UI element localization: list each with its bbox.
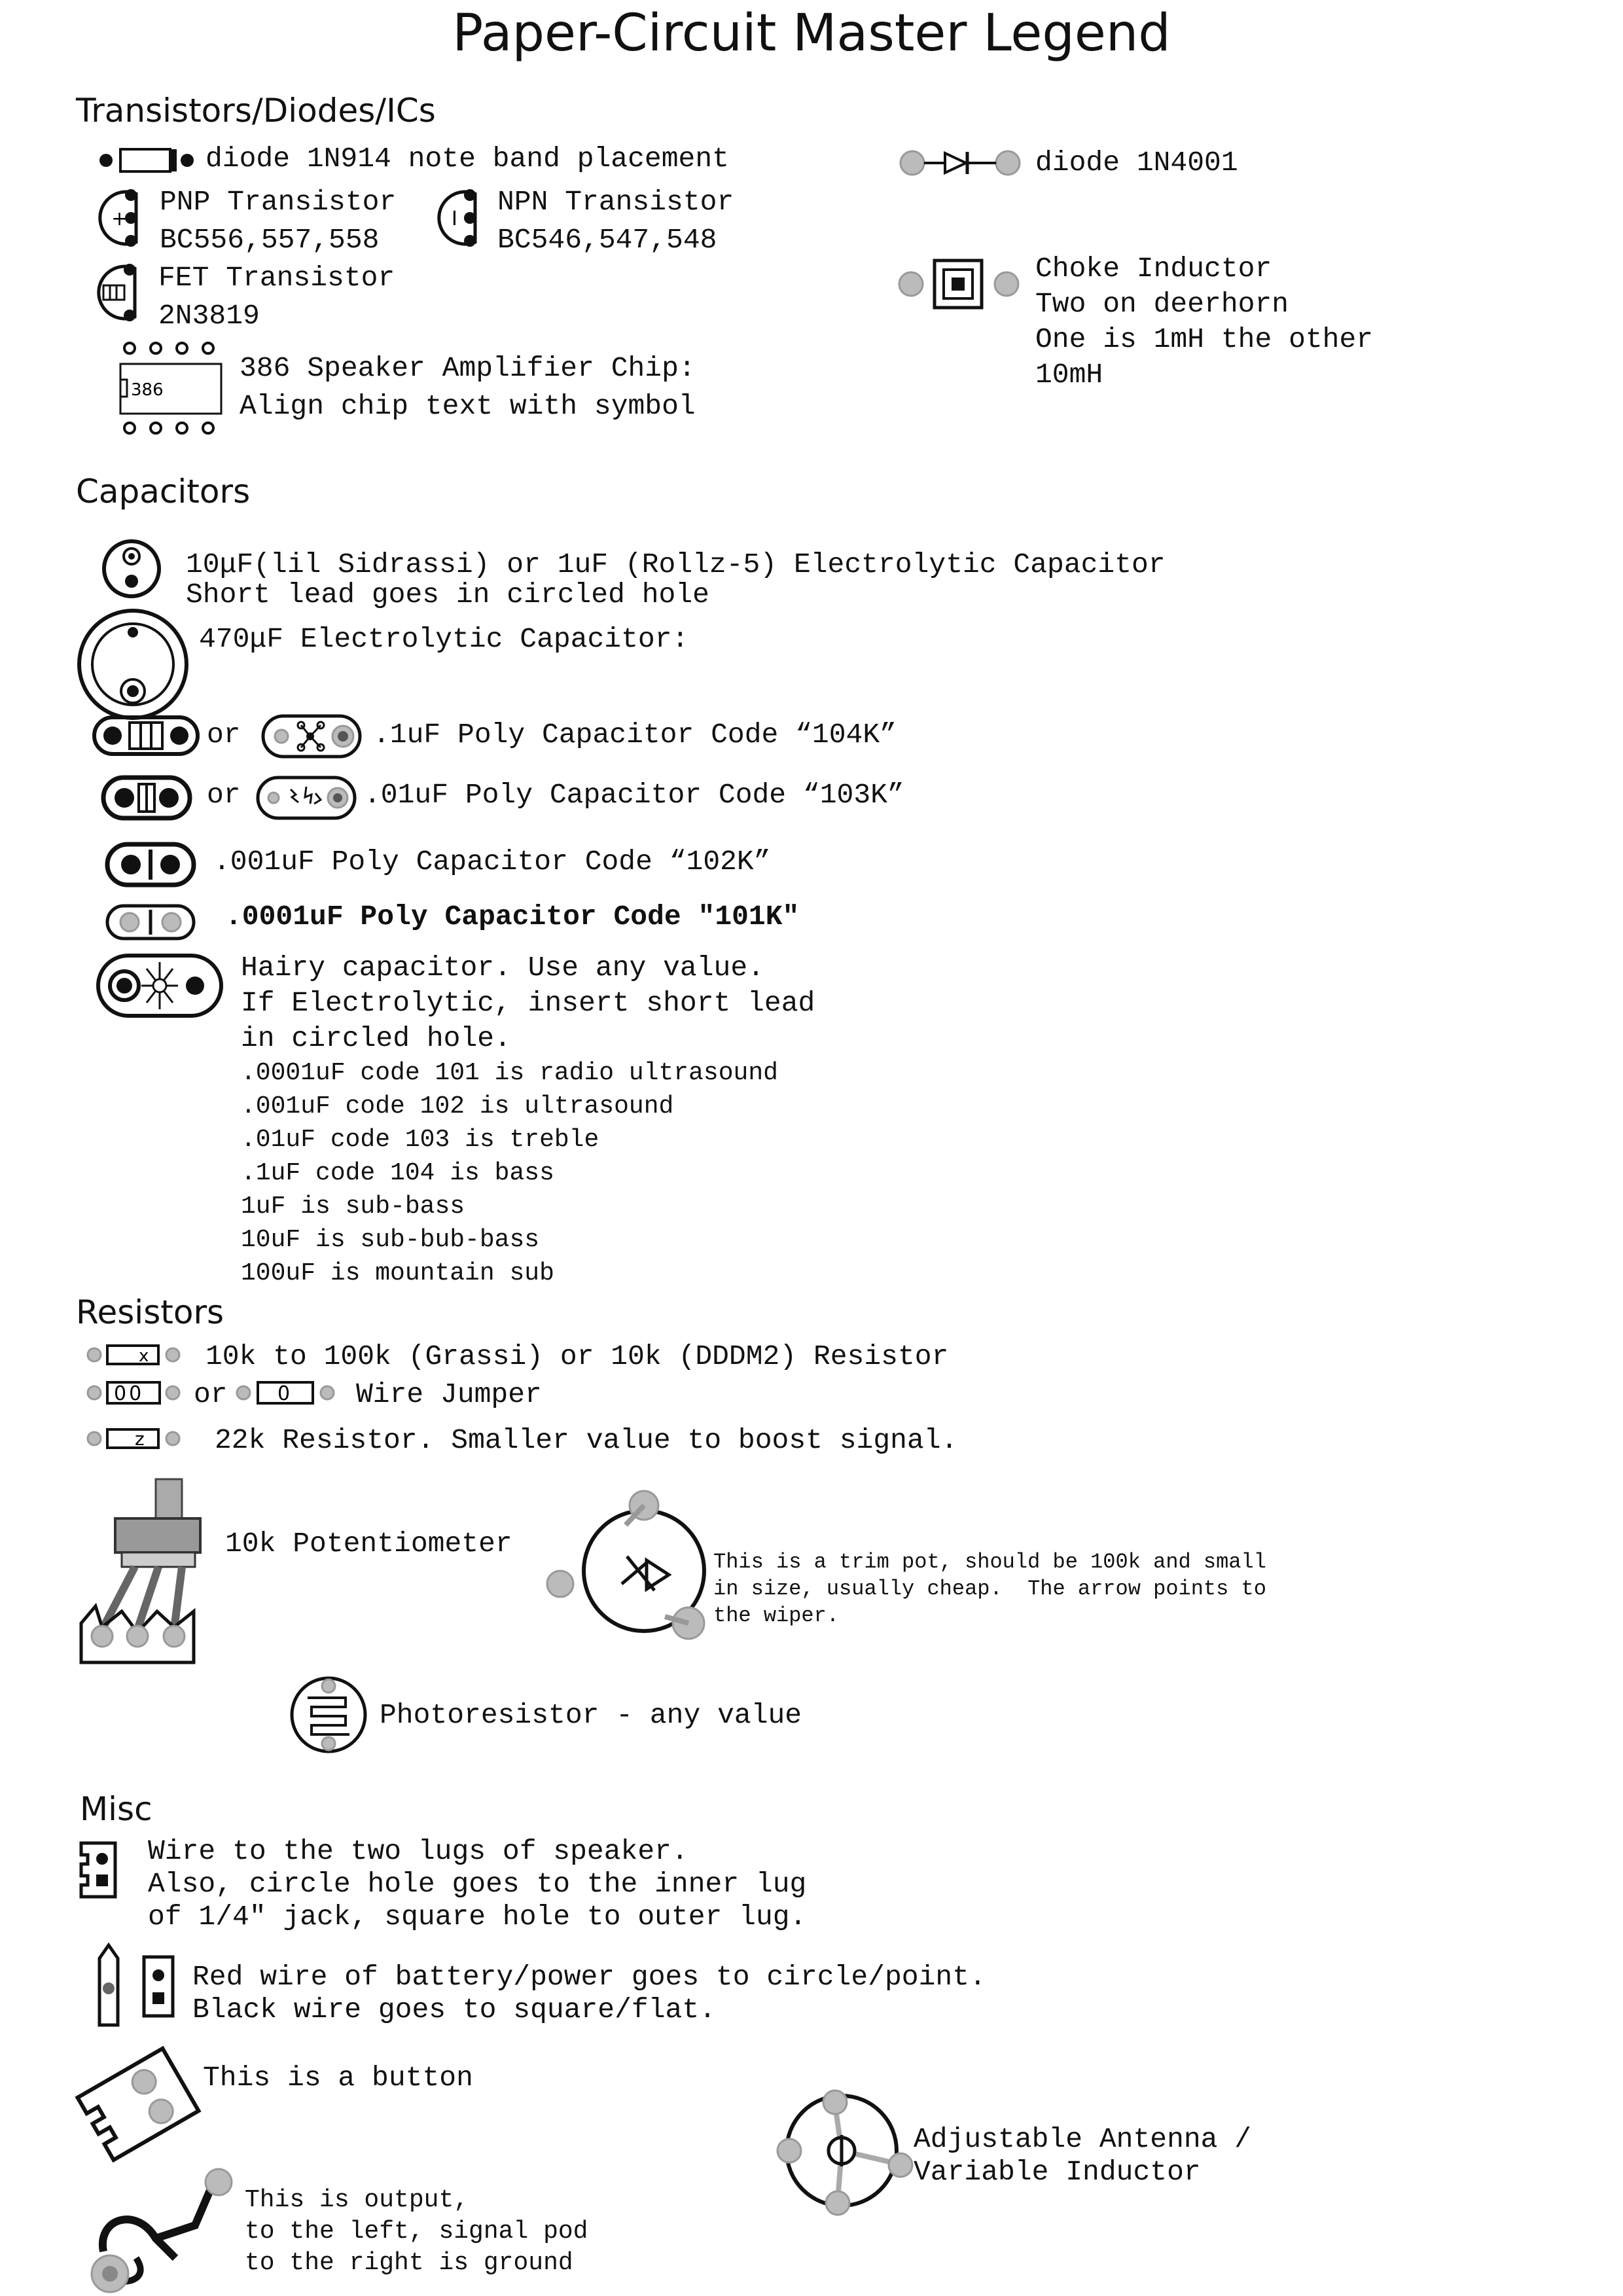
poly-104-icon <box>92 715 200 757</box>
hairy-label-2: If Electrolytic, insert short lead <box>241 987 815 1019</box>
wire-jumper-alt-icon <box>234 1380 339 1406</box>
cap-value-row: 1uF is sub-bass <box>241 1193 465 1221</box>
battery-label-2: Black wire goes to square/flat. <box>192 1994 716 2026</box>
antenna-label-2: Variable Inductor <box>914 2156 1201 2188</box>
cap-value-row: .01uF code 103 is treble <box>241 1126 599 1154</box>
antenna-label-1: Adjustable Antenna / <box>914 2123 1252 2155</box>
trim-pot-label-1: This is a trim pot, should be 100k and small <box>713 1550 1266 1574</box>
fet-transistor-icon <box>97 263 149 322</box>
electrolytic-470-icon <box>76 607 190 721</box>
poly-102-icon <box>105 842 196 888</box>
diode-1n4001-label: diode 1N4001 <box>1035 147 1238 179</box>
cap-value-row: .001uF code 102 is ultrasound <box>241 1092 674 1121</box>
poly-104-or: or <box>207 719 241 751</box>
output-icon <box>77 2160 241 2291</box>
section-capacitors-heading: Capacitors <box>76 473 251 511</box>
section-transistors-heading: Transistors/Diodes/ICs <box>76 92 436 130</box>
speaker-label-3: of 1/4" jack, square hole to outer lug. <box>148 1901 807 1933</box>
section-resistors-heading: Resistors <box>76 1293 224 1331</box>
pnp-transistor-icon <box>98 188 151 247</box>
trim-pot-label-3: the wiper. <box>713 1604 840 1628</box>
speaker-label-1: Wire to the two lugs of speaker. <box>148 1835 688 1867</box>
amp-chip-386-icon <box>116 339 228 437</box>
poly-101-label: .0001uF Poly Capacitor Code "101K" <box>225 901 800 933</box>
diode-1n4001-icon <box>898 148 1022 178</box>
photoresistor-icon <box>288 1674 369 1755</box>
speaker-label-2: Also, circle hole goes to the inner lug <box>148 1868 807 1900</box>
choke-label-3: One is 1mH the other <box>1035 323 1374 355</box>
fet-transistor-label: FET Transistor <box>158 262 395 294</box>
jumper-0-symbol: 0 <box>277 1382 291 1405</box>
speaker-lugs-icon <box>77 1839 119 1901</box>
page-title: Paper-Circuit Master Legend <box>452 4 1171 63</box>
pnp-symbol: + <box>111 207 128 230</box>
hairy-capacitor-icon <box>96 953 224 1018</box>
section-misc-heading: Misc <box>80 1790 152 1828</box>
poly-103-or: or <box>207 779 241 811</box>
trim-pot-icon <box>543 1486 707 1656</box>
hairy-label-3: in circled hole. <box>241 1022 511 1054</box>
npn-symbol: I <box>452 207 457 230</box>
diode-1n914-icon <box>97 145 195 175</box>
potentiometer-icon <box>76 1473 213 1669</box>
cap-value-row: .0001uF code 101 is radio ultrasound <box>241 1059 778 1087</box>
choke-inductor-icon <box>897 258 1021 310</box>
wire-jumper-label: Wire Jumper <box>356 1378 542 1410</box>
output-label-3: to the right is ground <box>245 2249 573 2277</box>
wire-jumper-or: or <box>194 1378 228 1410</box>
poly-102-label: .001uF Poly Capacitor Code “102K” <box>213 846 771 878</box>
jumper-00-symbol: 00 <box>114 1382 145 1405</box>
choke-label-2: Two on deerhorn <box>1035 288 1289 320</box>
cap-value-row: 10uF is sub-bub-bass <box>241 1226 540 1254</box>
photoresistor-label: Photoresistor - any value <box>380 1699 802 1731</box>
wire-jumper-icon <box>85 1380 183 1406</box>
choke-label-4: 10mH <box>1035 359 1103 391</box>
amp-chip-label-2: Align chip text with symbol <box>240 390 696 422</box>
npn-transistor-label: NPN Transistor <box>497 186 734 218</box>
cap-value-row: 100uF is mountain sub <box>241 1259 554 1287</box>
pnp-transistor-models: BC556,557,558 <box>160 224 380 256</box>
fet-transistor-model: 2N3819 <box>158 300 260 332</box>
chip-label: 386 <box>131 380 164 400</box>
choke-label-1: Choke Inductor <box>1035 253 1272 285</box>
resistor-22k-icon <box>85 1426 183 1452</box>
cap-value-row: .1uF code 104 is bass <box>241 1159 554 1187</box>
poly-103-alt-icon <box>255 775 357 821</box>
electrolytic-small-icon <box>101 538 162 600</box>
electrolytic-small-label-2: Short lead goes in circled hole <box>186 579 709 611</box>
resistor-x-symbol: x <box>139 1346 149 1366</box>
poly-104-alt-icon <box>260 713 363 759</box>
antenna-icon <box>770 2085 914 2216</box>
amp-chip-label-1: 386 Speaker Amplifier Chip: <box>240 352 696 384</box>
hairy-label-1: Hairy capacitor. Use any value. <box>241 952 764 984</box>
diode-1n914-label: diode 1N914 note band placement <box>205 143 729 175</box>
trim-pot-label-2: in size, usually cheap. The arrow points to <box>713 1577 1266 1601</box>
electrolytic-small-label-1: 10μF(lil Sidrassi) or 1uF (Rollz-5) Electrolytic Capacitor <box>186 548 1166 581</box>
button-label: This is a button <box>203 2062 473 2094</box>
output-label-1: This is output, <box>245 2186 469 2214</box>
poly-103-icon <box>101 775 192 821</box>
electrolytic-470-label: 470μF Electrolytic Capacitor: <box>199 623 689 655</box>
pnp-transistor-label: PNP Transistor <box>160 186 397 218</box>
battery-connector-icon <box>92 1943 183 2029</box>
resistor-22k-label: 22k Resistor. Smaller value to boost signal. <box>215 1424 958 1456</box>
resistor-10k-label: 10k to 100k (Grassi) or 10k (DDDM2) Resistor <box>205 1340 949 1372</box>
battery-label-1: Red wire of battery/power goes to circle/point. <box>192 1961 986 1993</box>
resistor-10k-icon <box>85 1342 183 1368</box>
output-label-2: to the left, signal pod <box>245 2217 588 2246</box>
npn-transistor-models: BC546,547,548 <box>497 224 717 256</box>
poly-103-label: .01uF Poly Capacitor Code “103K” <box>364 779 904 811</box>
resistor-z-symbol: z <box>135 1428 145 1450</box>
potentiometer-label: 10k Potentiometer <box>225 1528 512 1560</box>
npn-transistor-icon <box>437 188 490 247</box>
poly-104-label: .1uF Poly Capacitor Code “104K” <box>373 719 897 751</box>
button-icon <box>76 2049 200 2160</box>
poly-101-icon <box>105 903 196 941</box>
